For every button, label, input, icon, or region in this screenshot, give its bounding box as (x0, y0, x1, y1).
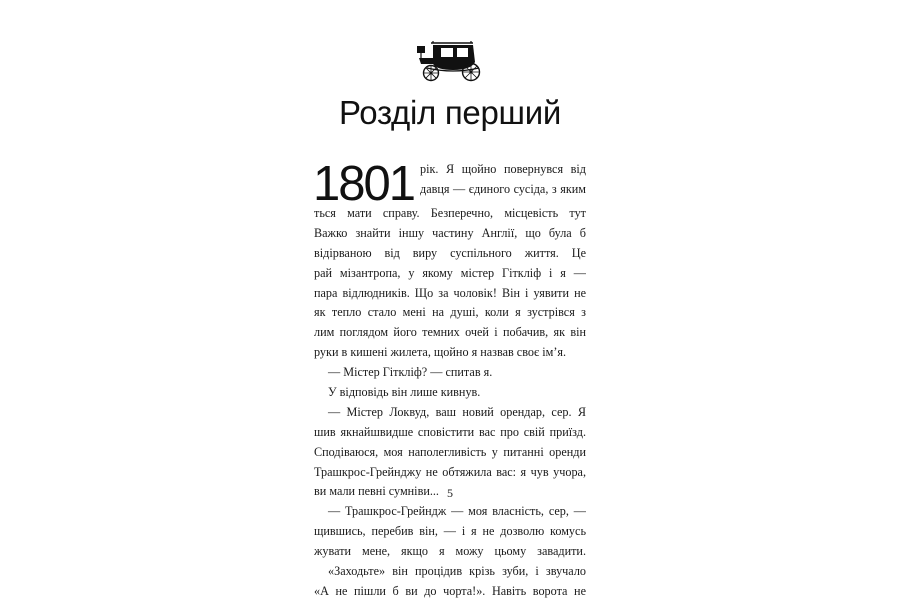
text-line: Важко знайти іншу частину Англії, що була б (314, 225, 586, 240)
text-line: ться мати справу. Безперечно, місцевість тут (314, 206, 586, 220)
text-line: давця — єдиного сусіда, з яким (420, 181, 586, 196)
chapter-title: Розділ перший (339, 94, 561, 131)
text-line: — Містер Локвуд, ваш новий орендар, сер. Я (328, 404, 586, 419)
horse-carriage-icon (413, 40, 485, 82)
text-line: — Трашкрос-Грейндж — моя власність, сер, — (328, 504, 586, 519)
text-line: Сподіваюся, моя наполегливість у питанні оренди (314, 444, 586, 459)
text-line: рай мізантропа, у якому містер Гіткліф і я — (314, 265, 586, 280)
text-line: «Заходьте» він процідив крізь зуби, і звучало (328, 564, 586, 579)
text-line: як тепло стало мені на душі, коли я зустрівся з (314, 305, 586, 320)
text-line: — Містер Гіткліф? — спитав я. (328, 365, 493, 380)
text-line: руки в кишені жилета, щойно я назвав своє ім’я. (314, 345, 567, 360)
text-line: «А не пішли б ви до чорта!». Навіть ворота не (314, 583, 586, 598)
text-line: жувати мене, якщо я можу цьому завадити. (314, 544, 586, 559)
text-line: рік. Я щойно повернувся від (420, 162, 586, 176)
text-line: У відповідь він лише кивнув. (328, 385, 481, 400)
page-number: 5 (447, 486, 453, 500)
text-line: щившись, перебив він, — і я не дозволю комусь (314, 524, 586, 539)
text-line: Трашкрос-Грейнджу не обтяжила вас: я чув учора, (314, 464, 586, 479)
opening-paragraph (313, 157, 586, 363)
drop-cap-year: 1801 (313, 157, 415, 211)
text-line: лим поглядом його темних очей і побачив, як він (314, 325, 586, 340)
text-line: відірваною від виру суспільного життя. Це (314, 245, 586, 260)
text-line: ви мали певні сумніви... (314, 484, 439, 499)
text-line: шив якнайшвидше сповістити вас про свій приїзд. (314, 424, 586, 439)
text-line: пара відлюдників. Що за чоловік! Він і уявити не (314, 285, 586, 300)
chapter-body (313, 157, 586, 602)
